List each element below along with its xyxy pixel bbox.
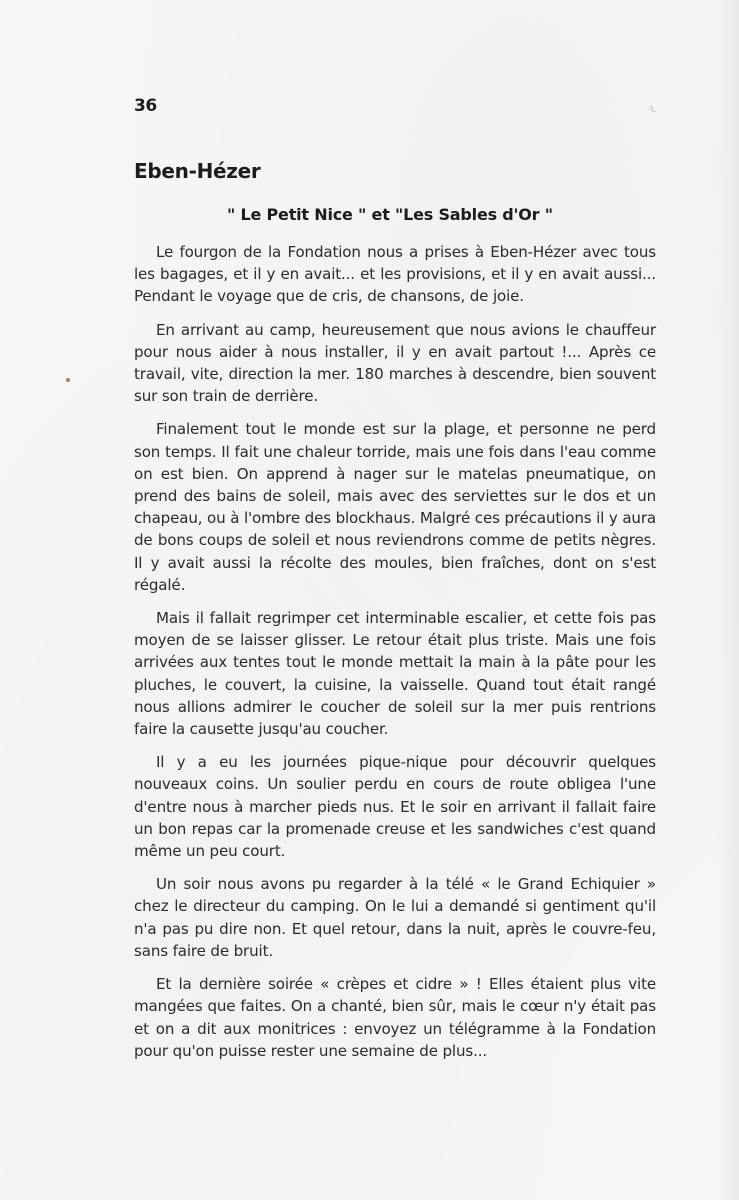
- page-edge-shadow: [717, 0, 739, 1200]
- paragraph: Et la dernière soirée « crèpes et cidre » ! Elles étaient plus vite mangées que faites. On a chanté, bien sûr, mais le cœur n'y était pas et on a dit aux monitrices : envoyez un télégramme à la Fondation pour qu'on puisse rester une semaine de plus...: [134, 975, 656, 1060]
- article-title: Eben-Hézer: [134, 159, 261, 183]
- paragraph: En arrivant au camp, heureusement que nous avions le chauffeur pour nous aider à nous installer, il y en avait partout !... Après ce travail, vite, direction la mer. 180 marches à descendre, bien souvent sur son train de derrière.: [134, 320, 656, 406]
- paragraph: Mais il fallait regrimper cet interminable escalier, et cette fois pas moyen de se laisser glisser. Le retour était plus triste. Mais une fois arrivées aux tentes tout le monde mettait la main à la pâte pour les pluches, le couvert, la cuisine, la vaisselle. Quand tout était rangé nous allions admirer le coucher de soleil sur la mer puis rentrions faire la causette jusqu'au coucher.: [134, 609, 656, 739]
- paragraph: Un soir nous avons pu regarder à la télé « le Grand Echiquier » chez le directeur du camping. On le lui a demandé si gentiment qu'il n'a pas pu dire non. Et quel retour, dans la nuit, après le couvre-feu, sans faire de bruit.: [134, 875, 656, 960]
- paragraph: Finalement tout le monde est sur la plage, et personne ne perd son temps. Il fait une chaleur torride, mais une fois dans l'eau comme on est bien. On apprend à nager sur le matelas pneumatique, on prend des bains de soleil, mais avec des serviettes sur le dos et un chapeau, ou à l'ombre des blockhaus. Malgré ces précautions il y aura de bons coups de soleil et nous reviendrons comme de petits nègres. Il y avait aussi la récolte des moules, bien fraîches, dont on s'est régalé.: [134, 420, 656, 594]
- page-number: 36: [134, 96, 157, 116]
- stray-ink-mark: ·\.: [648, 104, 656, 114]
- article-subtitle: " Le Petit Nice " et "Les Sables d'Or ": [227, 205, 553, 224]
- paragraph: Il y a eu les journées pique-nique pour découvrir quelques nouveaux coins. Un soulier perdu en cours de route obligea l'une d'entre nous à marcher pieds nus. Et le soir en arrivant il fallait faire un bon repas car la promenade creuse et les sandwiches c'est quand même un peu court.: [134, 753, 656, 861]
- margin-ink-dot: [66, 378, 70, 382]
- article-body: [134, 241, 656, 1073]
- paragraph: Le fourgon de la Fondation nous a prises à Eben-Hézer avec tous les bagages, et il y en avait... et les provisions, et il y en avait aussi... Pendant le voyage que de cris, de chansons, de joie.: [134, 243, 656, 306]
